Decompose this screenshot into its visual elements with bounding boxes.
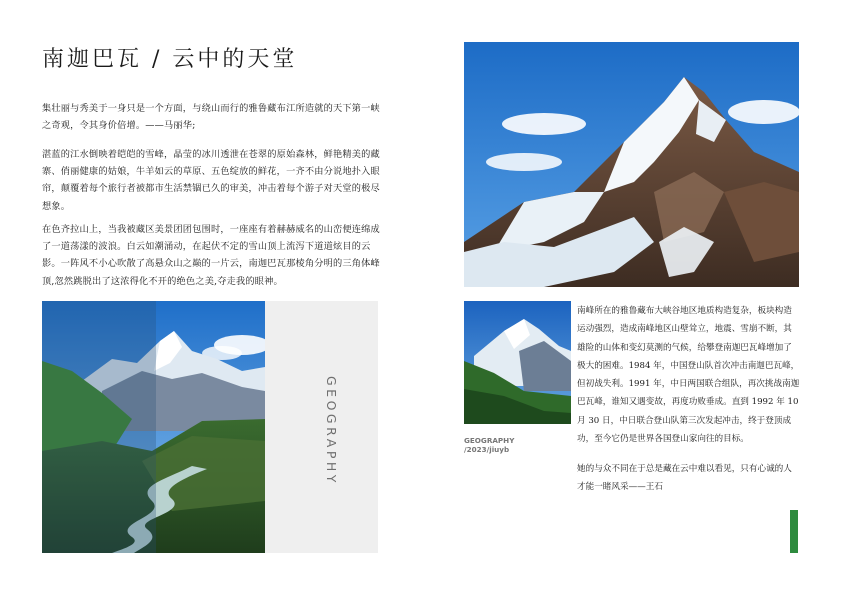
intro-quote-paragraph: 集壮丽与秀美于一身只是一个方面，与绕山而行的雅鲁藏布江所造就的天下第一峡之奇观，令其身价倍增。——马丽华;: [42, 103, 380, 132]
seqila-paragraph: 在色齐拉山上，当我被藏区美景团团包围时，一座座有着赫赫威名的山峦便连绵成了一道荡漾的波浪。白云如潮涌动，在起伏不定的雪山顶上流泻下道道炫目的云影。一阵风不小心吹散了高悬众山之巅的一片云，南迦巴瓦那棱角分明的三角体峰顶,忽然跳脱出了这浓得化不开的绝色之美,夺走我的眼神。: [42, 224, 380, 287]
climbing-history-paragraph: 南峰所在的雅鲁藏布大峡谷地区地质构造复杂，板块构造运动强烈，造成南峰地区山壁耸立，地震、雪崩不断，其雄险的山体和变幻莫测的气候，给攀登南迦巴瓦峰增加了极大的困难。1984 年，中国登山队首次冲击南迦巴瓦峰，但初战失利。1991 年，中日两国联合组队，再次挑战南迦巴瓦峰，谁知又遇变故，再度功败垂成。直到 1992 年 10 月 30 日，中日联合登山队第三次发起冲击，终于登顶成功，至今它仍是世界各国登山家向往的目标。: [577, 306, 800, 445]
left-photo-panel: [42, 301, 378, 553]
snow-peak-photo: [464, 42, 799, 287]
photo-caption: [464, 436, 514, 454]
caption-line-2: /2023/jiuyb: [464, 445, 510, 454]
scenery-paragraph: 湛蓝的江水倒映着皑皑的雪峰，晶莹的冰川透泄在苍翠的原始森林，鲜艳精美的藏寨、俏丽健康的姑娘，牛羊如云的草原、五色绽放的鲜花，一齐不由分说地扑入眼帘，颠覆着每个旅行者被都市生活禁锢已久的审美，冲击着每个游子对天堂的极尽想象。: [42, 149, 380, 212]
green-accent-bar: [790, 510, 798, 553]
vertical-geography-label: GEOGRAPHY: [324, 376, 339, 486]
caption-line-1: GEOGRAPHY: [464, 436, 515, 445]
closing-quote-paragraph: 她的与众不同在于总是藏在云中难以看见，只有心诚的人才能一睹风采——王石: [577, 464, 792, 493]
tint-overlay: [42, 301, 156, 553]
page-title: 南迦巴瓦 / 云中的天堂: [42, 47, 298, 72]
mountain-forest-photo: [464, 301, 571, 424]
